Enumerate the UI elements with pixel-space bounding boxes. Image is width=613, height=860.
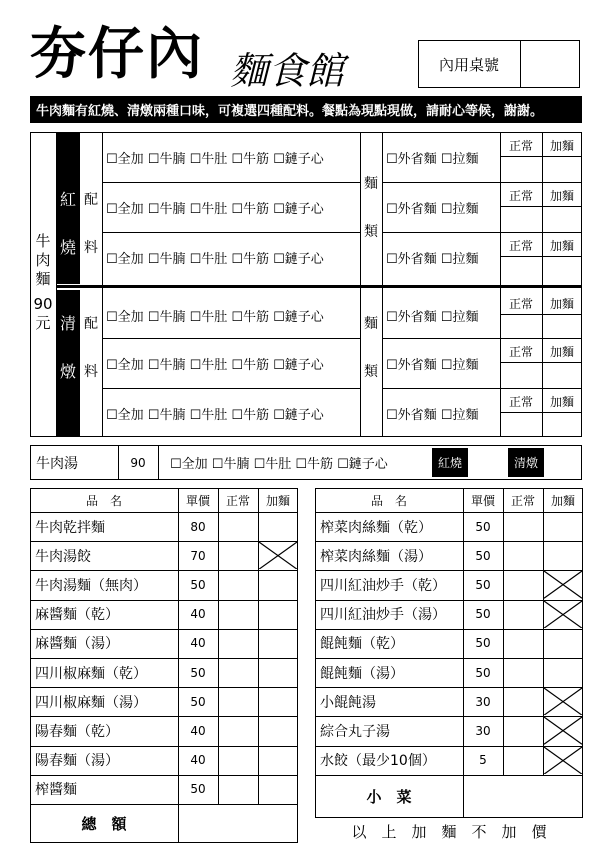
menu-item-name: 陽春麵（湯） — [35, 753, 119, 770]
beef-noodle-side-label: 牛 肉 麵 90 元 — [33, 232, 53, 332]
total-input[interactable] — [180, 806, 296, 841]
extra-noodle-label: 加麵 — [549, 188, 574, 203]
extra-noodle-input[interactable] — [544, 158, 580, 178]
menu-item-normal-input[interactable] — [220, 514, 256, 539]
table-header-price: 單價 — [470, 493, 495, 508]
menu-item-price: 50 — [190, 694, 206, 709]
cross-mark — [544, 688, 582, 715]
toppings-options[interactable]: ☐全加 ☐牛腩 ☐牛肚 ☐牛筋 ☐鏈子心 — [106, 151, 324, 167]
menu-item-price: 50 — [475, 665, 491, 680]
menu-item-normal-input[interactable] — [220, 543, 256, 568]
beef-soup-name: 牛肉湯 — [36, 455, 78, 472]
table-header-normal: 正常 — [225, 493, 250, 508]
menu-item-price: 50 — [190, 577, 206, 592]
menu-item-price: 50 — [190, 665, 206, 680]
menu-item-name: 水餃（最少10個） — [320, 753, 436, 770]
total-label: 總 額 — [81, 815, 127, 833]
menu-item-normal-input[interactable] — [220, 602, 256, 627]
menu-item-normal-input[interactable] — [505, 514, 541, 539]
cross-mark — [259, 542, 297, 569]
normal-input[interactable] — [502, 208, 540, 228]
noodle-options[interactable]: ☐外省麵 ☐拉麵 — [386, 201, 479, 217]
beef-soup-toppings[interactable]: ☐全加 ☐牛腩 ☐牛肚 ☐牛筋 ☐鏈子心 — [170, 457, 388, 472]
shop-name: 夯仔內 — [30, 21, 204, 87]
menu-item-extra-input[interactable] — [260, 660, 296, 685]
menu-item-name: 牛肉湯麵（無肉） — [35, 577, 147, 594]
menu-item-normal-input[interactable] — [505, 748, 541, 773]
beef-soup-price: 90 — [130, 455, 146, 470]
menu-item-name: 綜合丸子湯 — [320, 723, 390, 740]
beef-soup-flavor-hongshao[interactable]: 紅燒 — [432, 448, 468, 477]
table-header-extra: 加麵 — [265, 493, 290, 508]
notice-bar: 牛肉麵有紅燒、清燉兩種口味，可複選四種配料。餐點為現點現做，請耐心等候，謝謝。 — [30, 96, 582, 123]
menu-item-price: 50 — [475, 548, 491, 563]
menu-item-normal-input[interactable] — [505, 631, 541, 656]
noodle-options[interactable]: ☐外省麵 ☐拉麵 — [386, 407, 479, 423]
extra-noodle-input[interactable] — [544, 208, 580, 228]
normal-label: 正常 — [508, 138, 533, 153]
normal-input[interactable] — [502, 316, 540, 336]
noodle-type-label-3: 麵 — [364, 316, 378, 332]
cross-mark — [544, 601, 582, 628]
toppings-options[interactable]: ☐全加 ☐牛腩 ☐牛肚 ☐牛筋 ☐鏈子心 — [106, 201, 324, 217]
menu-item-price: 50 — [190, 782, 206, 797]
menu-item-normal-input[interactable] — [505, 572, 541, 597]
menu-item-name: 榨菜肉絲麵（乾） — [320, 519, 432, 536]
extra-noodle-input[interactable] — [544, 414, 580, 434]
menu-item-extra-input[interactable] — [260, 777, 296, 802]
menu-item-normal-input[interactable] — [505, 660, 541, 685]
flavor-hongshao-label-1: 紅 — [59, 190, 76, 209]
flavor-qingdun-label-1: 清 — [59, 314, 76, 333]
extra-noodle-input[interactable] — [544, 316, 580, 336]
toppings-options[interactable]: ☐全加 ☐牛腩 ☐牛肚 ☐牛筋 ☐鏈子心 — [106, 251, 324, 267]
noodle-options[interactable]: ☐外省麵 ☐拉麵 — [386, 251, 479, 267]
menu-item-extra-input[interactable] — [260, 631, 296, 656]
normal-label: 正常 — [508, 344, 533, 359]
flavor-hongshao-label-2: 燒 — [59, 238, 76, 257]
menu-item-price: 30 — [475, 694, 491, 709]
menu-item-price: 40 — [190, 723, 206, 738]
shop-type: 麵食館 — [230, 49, 345, 93]
menu-item-price: 50 — [475, 607, 491, 622]
menu-item-extra-input[interactable] — [545, 543, 581, 568]
extra-noodle-label: 加麵 — [549, 238, 574, 253]
extra-noodle-label: 加麵 — [549, 138, 574, 153]
menu-item-name: 四川椒麻麵（乾） — [35, 665, 147, 682]
menu-item-name: 麻醬麵（湯） — [35, 636, 119, 653]
table-header-price: 單價 — [185, 493, 210, 508]
menu-item-extra-input[interactable] — [260, 602, 296, 627]
table-number-label: 內用桌號 — [438, 55, 499, 74]
extra-noodle-input[interactable] — [544, 364, 580, 384]
menu-item-price: 40 — [190, 636, 206, 651]
flavor-qingdun-label-2: 燉 — [59, 362, 76, 381]
menu-item-extra-input[interactable] — [545, 514, 581, 539]
noodle-options[interactable]: ☐外省麵 ☐拉麵 — [386, 357, 479, 373]
normal-input[interactable] — [502, 158, 540, 178]
side-dish-input[interactable] — [465, 777, 581, 816]
table-header-name: 品 名 — [370, 493, 407, 508]
menu-item-price: 50 — [475, 577, 491, 592]
menu-item-extra-input[interactable] — [260, 748, 296, 773]
menu-item-name: 小餛飩湯 — [320, 694, 376, 711]
menu-item-normal-input[interactable] — [505, 543, 541, 568]
cross-mark — [544, 717, 582, 744]
table-header-name: 品 名 — [85, 493, 122, 508]
noodle-type-label-4: 類 — [364, 364, 378, 380]
menu-item-normal-input[interactable] — [220, 777, 256, 802]
footer-note: 以 上 加 麵 不 加 價 — [351, 822, 547, 841]
noodle-type-label-1: 麵 — [364, 176, 378, 192]
menu-item-name: 四川紅油炒手（乾） — [320, 577, 446, 594]
cross-mark — [544, 747, 582, 774]
table-header-normal: 正常 — [510, 493, 535, 508]
menu-item-extra-input[interactable] — [260, 718, 296, 743]
extra-noodle-label: 加麵 — [549, 344, 574, 359]
menu-item-normal-input[interactable] — [220, 660, 256, 685]
side-dish-label: 小 菜 — [366, 787, 412, 806]
menu-item-extra-input[interactable] — [260, 572, 296, 597]
liao-label-2: 料 — [84, 364, 98, 380]
noodle-options[interactable]: ☐外省麵 ☐拉麵 — [386, 151, 479, 167]
liao-label-1: 料 — [84, 240, 98, 256]
menu-item-name: 餛飩麵（湯） — [320, 665, 404, 682]
extra-noodle-input[interactable] — [544, 258, 580, 278]
extra-noodle-label: 加麵 — [549, 296, 574, 311]
pei-label-1: 配 — [84, 192, 98, 208]
beef-soup-flavor-qingdun[interactable]: 清燉 — [508, 448, 544, 477]
cross-mark — [544, 571, 582, 598]
menu-item-name: 榨醬麵 — [35, 782, 77, 799]
menu-item-normal-input[interactable] — [505, 718, 541, 743]
normal-label: 正常 — [508, 394, 533, 409]
menu-item-name: 牛肉乾拌麵 — [35, 519, 105, 536]
menu-item-name: 四川椒麻麵（湯） — [35, 694, 147, 711]
normal-input[interactable] — [502, 364, 540, 384]
menu-item-extra-input[interactable] — [545, 631, 581, 656]
menu-item-extra-input[interactable] — [260, 514, 296, 539]
normal-label: 正常 — [508, 238, 533, 253]
toppings-options[interactable]: ☐全加 ☐牛腩 ☐牛肚 ☐牛筋 ☐鏈子心 — [106, 357, 324, 373]
menu-item-price: 70 — [190, 548, 206, 563]
pei-label-2: 配 — [84, 316, 98, 332]
menu-item-normal-input[interactable] — [220, 689, 256, 714]
menu-item-name: 牛肉湯餃 — [35, 548, 91, 565]
menu-item-price: 40 — [190, 607, 206, 622]
menu-item-price: 50 — [475, 636, 491, 651]
menu-item-normal-input[interactable] — [220, 718, 256, 743]
menu-item-price: 5 — [479, 753, 487, 768]
menu-item-name: 陽春麵（乾） — [35, 723, 119, 740]
menu-item-name: 餛飩麵（乾） — [320, 636, 404, 653]
normal-label: 正常 — [508, 296, 533, 311]
table-header-extra: 加麵 — [550, 493, 575, 508]
normal-label: 正常 — [508, 188, 533, 203]
menu-item-normal-input[interactable] — [220, 631, 256, 656]
menu-item-price: 30 — [475, 723, 491, 738]
toppings-options[interactable]: ☐全加 ☐牛腩 ☐牛肚 ☐牛筋 ☐鏈子心 — [106, 407, 324, 423]
menu-item-normal-input[interactable] — [220, 572, 256, 597]
menu-item-price: 80 — [190, 519, 206, 534]
menu-item-price: 40 — [190, 753, 206, 768]
menu-item-price: 50 — [475, 519, 491, 534]
normal-input[interactable] — [502, 258, 540, 278]
menu-item-extra-input[interactable] — [260, 689, 296, 714]
menu-item-normal-input[interactable] — [505, 602, 541, 627]
menu-item-normal-input[interactable] — [220, 748, 256, 773]
menu-item-normal-input[interactable] — [505, 689, 541, 714]
table-number-input[interactable] — [522, 42, 578, 86]
menu-item-name: 四川紅油炒手（湯） — [320, 607, 446, 624]
menu-item-extra-input[interactable] — [545, 660, 581, 685]
toppings-options[interactable]: ☐全加 ☐牛腩 ☐牛肚 ☐牛筋 ☐鏈子心 — [106, 309, 324, 325]
normal-input[interactable] — [502, 414, 540, 434]
extra-noodle-label: 加麵 — [549, 394, 574, 409]
menu-item-name: 榨菜肉絲麵（湯） — [320, 548, 432, 565]
menu-item-name: 麻醬麵（乾） — [35, 607, 119, 624]
noodle-type-label-2: 類 — [364, 224, 378, 240]
noodle-options[interactable]: ☐外省麵 ☐拉麵 — [386, 309, 479, 325]
